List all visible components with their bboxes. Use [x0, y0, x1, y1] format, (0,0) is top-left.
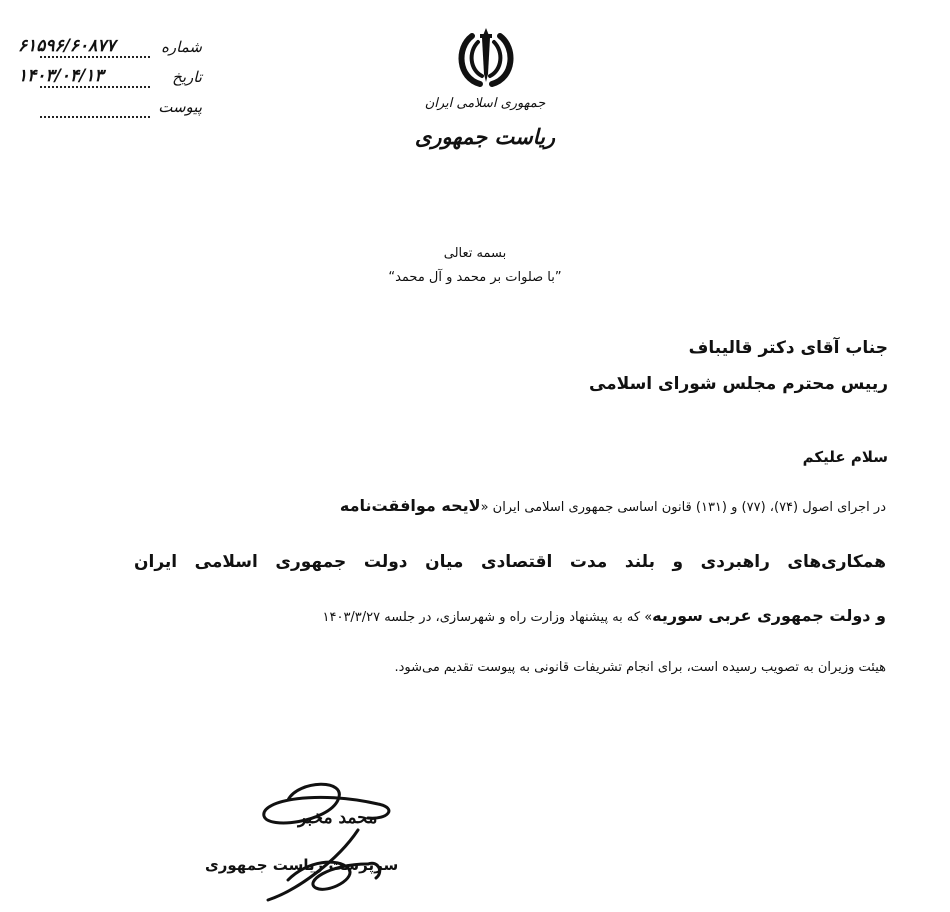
attachment-label: پیوست [158, 98, 202, 116]
number-dots [40, 56, 150, 58]
salavat: “با صلوات بر محمد و آل محمد” [388, 270, 562, 285]
letter-meta [18, 36, 228, 126]
attachment-row [18, 96, 228, 126]
signatory-title: سرپرست ریاست جمهوری [205, 856, 399, 874]
number-label: شماره [161, 38, 202, 56]
body-line-3 [134, 606, 886, 625]
letter-date: ۱۴۰۳/۰۴/۱۳ [18, 66, 104, 86]
handwritten-signature [228, 760, 438, 910]
addressee-title: رییس محترم مجلس شورای اسلامی [588, 374, 888, 394]
date-label: تاریخ [172, 68, 202, 86]
emblem-caption-country: جمهوری اسلامی ایران [424, 96, 546, 111]
date-dots [40, 86, 150, 88]
letter-number: ۶۱۵۹۶/۶۰۸۷۷ [18, 36, 116, 56]
number-row [18, 36, 228, 66]
attachment-dots [40, 116, 150, 118]
body-line-3-text: » که به پیشنهاد وزارت راه و شهرسازی، در جلسه ۱۴۰۳/۳/۲۷ [322, 610, 653, 625]
bismillah: بسمه تعالی [443, 246, 507, 261]
body-line-1 [134, 496, 886, 515]
body-line-1-text: در اجرای اصول (۷۴)، (۷۷) و (۱۳۱) قانون اساسی جمهوری اسلامی ایران « [480, 500, 886, 515]
emblem-caption-presidency: ریاست جمهوری [414, 124, 556, 149]
greeting: سلام علیکم [802, 448, 888, 466]
addressee-name: جناب آقای دکتر قالیباف [688, 338, 888, 358]
iran-emblem-icon [450, 22, 522, 94]
date-row [18, 66, 228, 96]
bill-title-start: لایحه موافقت‌نامه [339, 496, 481, 515]
signatory-name: محمد مخبر [298, 808, 378, 828]
bill-title-end: و دولت جمهوری عربی سوریه [652, 606, 886, 625]
body-line-2: همکاری‌های راهبردی و بلند مدت اقتصادی میان دولت جمهوری اسلامی ایران [134, 552, 886, 572]
body-line-4: هیئت وزیران به تصویب رسیده است، برای انجام تشریفات قانونی به پیوست تقدیم می‌شود. [394, 660, 886, 675]
